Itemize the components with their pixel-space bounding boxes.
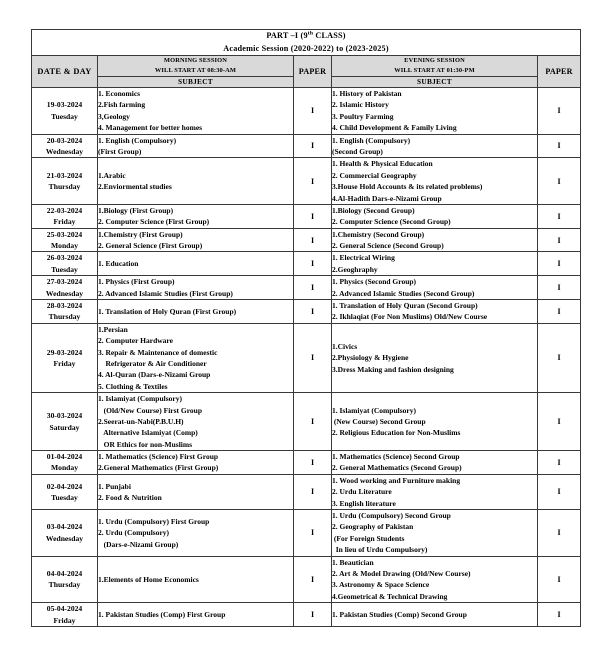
header-row (32, 56, 581, 76)
exam-day: Tuesday (51, 264, 78, 274)
cell-paper-evening: I (538, 300, 581, 324)
table-row (32, 276, 581, 300)
cell-paper-morning: I (294, 556, 332, 603)
subject-line: (Dars-e-Nizami Group) (98, 539, 179, 549)
morning-session-time: WILL START AT 08:30-AM (154, 67, 237, 75)
exam-date: 28-03-2024 (46, 301, 83, 311)
exam-day: Thursday (48, 182, 81, 192)
cell-morning-subjects (98, 556, 294, 603)
table-row (32, 556, 581, 603)
table-row (32, 474, 581, 509)
cell-paper-evening: I (538, 556, 581, 603)
cell-evening-subjects (332, 393, 538, 451)
subject-line: 2. General Science (First Group) (98, 241, 203, 251)
cell-morning-subjects (98, 134, 294, 158)
subject-line: 3. Astronomy & Space Science (332, 580, 430, 590)
subject-line: 1. Pakistan Studies (Comp) Second Group (332, 609, 467, 619)
cell-evening-subjects (332, 323, 538, 392)
subject-line: 2. Geography of Pakistan (332, 522, 414, 532)
subject-line: 2. Urdu Literature (332, 487, 392, 497)
subject-line: 2. Computer Science (First Group) (98, 217, 210, 227)
subject-line: 1. Physics (Second Group) (332, 277, 417, 287)
exam-datesheet-table (31, 29, 581, 627)
exam-date: 02-04-2024 (46, 481, 83, 491)
subject-line: 1. Punjabi (98, 481, 131, 491)
cell-date-day (32, 451, 98, 475)
exam-day: Wednesday (45, 146, 84, 156)
cell-date-day (32, 603, 98, 627)
cell-morning-subjects (98, 451, 294, 475)
subject-line: 1. Physics (First Group) (98, 277, 175, 287)
subject-line: 2. Art & Model Drawing (Old/New Course) (332, 569, 471, 578)
exam-day: Tuesday (51, 111, 78, 121)
table-row (32, 393, 581, 451)
subject-line: 4. Child Development & Family Living (332, 123, 457, 133)
subject-line: 3. English literature (332, 498, 396, 508)
cell-date-day (32, 323, 98, 392)
subject-line: (Second Group) (332, 146, 383, 156)
cell-paper-morning: I (294, 300, 332, 324)
subject-line: 3.House Hold Accounts & its related problems) (332, 182, 483, 192)
cell-paper-evening: I (538, 451, 581, 475)
cell-date-day (32, 204, 98, 228)
cell-paper-morning: I (294, 276, 332, 300)
title-suffix: CLASS) (313, 31, 346, 40)
subject-line: 5. Clothing & Textiles (98, 381, 168, 391)
exam-date: 01-04-2024 (46, 452, 83, 462)
exam-day: Tuesday (51, 492, 78, 502)
subject-line: 1.Chemistry (Second Group) (332, 229, 425, 239)
cell-morning-subjects (98, 603, 294, 627)
evening-session-label: EVENING SESSION (404, 57, 465, 65)
subject-line: 1. Education (98, 259, 139, 269)
cell-date-day (32, 510, 98, 557)
cell-paper-morning: I (294, 323, 332, 392)
cell-evening-subjects (332, 276, 538, 300)
table-row (32, 323, 581, 392)
cell-evening-subjects (332, 134, 538, 158)
cell-date-day (32, 300, 98, 324)
cell-paper-evening: I (538, 510, 581, 557)
title-superscript: th (307, 30, 314, 37)
cell-evening-subjects (332, 474, 538, 509)
cell-paper-evening: I (538, 158, 581, 205)
cell-paper-evening: I (538, 228, 581, 252)
cell-date-day (32, 158, 98, 205)
cell-evening-subjects (332, 556, 538, 603)
cell-date-day (32, 134, 98, 158)
exam-day: Thursday (48, 312, 81, 322)
subject-line: (New Course) Second Group (332, 416, 426, 426)
subject-line: 1.Elements of Home Economics (98, 574, 199, 584)
exam-day: Friday (53, 217, 76, 227)
subject-line: 1. English (Compulsory) (98, 135, 177, 145)
exam-day: Friday (53, 358, 76, 368)
subject-line: Refrigerator & Air Conditioner (98, 358, 207, 368)
cell-morning-subjects (98, 228, 294, 252)
subject-line: 1. Islamiyat (Compulsory) (98, 394, 182, 404)
subject-line: (Old/New Course) First Group (98, 405, 203, 415)
cell-paper-evening: I (538, 393, 581, 451)
cell-paper-evening: I (538, 204, 581, 228)
exam-date: 19-03-2024 (46, 100, 83, 110)
cell-date-day (32, 87, 98, 134)
morning-session-label: MORNING SESSION (163, 57, 228, 65)
subject-line: (First Group) (98, 146, 142, 156)
cell-paper-morning: I (294, 134, 332, 158)
subject-line: 3. Repair & Maintenance of domestic (98, 347, 218, 357)
cell-evening-subjects (332, 300, 538, 324)
header-evening-subject: SUBJECT (332, 76, 538, 87)
document-title-cell (32, 30, 581, 56)
cell-morning-subjects (98, 323, 294, 392)
subject-line: In lieu of Urdu Compulsory) (332, 545, 428, 555)
cell-date-day (32, 474, 98, 509)
cell-paper-evening: I (538, 323, 581, 392)
title-academic-session: Academic Session (2020-2022) to (2023-2025) (223, 43, 389, 53)
subject-line: 1. Urdu (Compulsory) Second Group (332, 511, 451, 521)
subject-line: 2.Geoghraphy (332, 264, 378, 274)
title-part-class (32, 30, 580, 43)
subject-line: 3,Geology (98, 111, 130, 121)
cell-morning-subjects (98, 158, 294, 205)
exam-day: Monday (50, 241, 78, 251)
exam-date: 05-04-2024 (46, 604, 83, 614)
subject-line: 2. Religious Education for Non-Muslims (332, 428, 461, 438)
table-row (32, 252, 581, 276)
cell-evening-subjects (332, 510, 538, 557)
cell-date-day (32, 228, 98, 252)
cell-evening-subjects (332, 603, 538, 627)
subject-line: 4. Al-Quran (Dars-e-Nizami Group (98, 370, 211, 380)
exam-date: 30-03-2024 (46, 411, 83, 421)
exam-day: Wednesday (45, 288, 84, 298)
subject-line: 1. Mathematics (Science) First Group (98, 452, 219, 462)
cell-paper-evening: I (538, 474, 581, 509)
cell-paper-morning: I (294, 87, 332, 134)
cell-paper-morning: I (294, 510, 332, 557)
subject-line: 1. Wood working and Furniture making (332, 475, 461, 485)
subject-line: 1.Chemistry (First Group) (98, 229, 183, 239)
cell-paper-morning: I (294, 451, 332, 475)
subject-line: 1.Biology (First Group) (98, 205, 174, 215)
subject-line: 4.Geometrical & Technical Drawing (332, 591, 448, 601)
header-date-day: DATE & DAY (32, 56, 98, 88)
subject-line: 1. Urdu (Compulsory) First Group (98, 516, 210, 526)
subject-line: 3. Poultry Farming (332, 111, 394, 121)
subject-line: 2.Fish farming (98, 100, 146, 110)
exam-date: 26-03-2024 (46, 253, 83, 263)
exam-date: 27-03-2024 (46, 277, 83, 287)
cell-morning-subjects (98, 510, 294, 557)
subject-line: 2.Physiology & Hygiene (332, 353, 409, 363)
cell-evening-subjects (332, 204, 538, 228)
subject-line: 1. English (Compulsory) (332, 135, 411, 145)
cell-morning-subjects (98, 276, 294, 300)
subject-line: 2. General Mathematics (Second Group) (332, 463, 462, 473)
cell-morning-subjects (98, 393, 294, 451)
exam-day: Monday (50, 463, 78, 473)
subject-line: 2. Computer Science (Second Group) (332, 217, 451, 227)
subject-line: 1.Civics (332, 341, 358, 351)
cell-evening-subjects (332, 451, 538, 475)
cell-evening-subjects (332, 252, 538, 276)
subject-line: Alternative Islamiyat (Comp) (98, 428, 198, 438)
exam-date: 22-03-2024 (46, 205, 83, 215)
table-row (32, 603, 581, 627)
subject-line: 1. Pakistan Studies (Comp) First Group (98, 609, 226, 619)
cell-morning-subjects (98, 87, 294, 134)
subject-line: 2. Food & Nutrition (98, 492, 162, 502)
subject-line: 3.Dress Making and fashion designing (332, 364, 454, 374)
table-row (32, 134, 581, 158)
table-row (32, 228, 581, 252)
cell-paper-morning: I (294, 393, 332, 451)
cell-evening-subjects (332, 87, 538, 134)
subject-line: 1. Translation of Holy Quran (First Group) (98, 306, 237, 316)
cell-date-day (32, 393, 98, 451)
cell-morning-subjects (98, 474, 294, 509)
exam-day: Thursday (48, 580, 81, 590)
cell-paper-evening: I (538, 276, 581, 300)
subject-line: 2. Computer Hardware (98, 336, 173, 346)
subject-line: 2. Advanced Islamic Studies (First Group) (98, 288, 233, 298)
cell-paper-morning: I (294, 603, 332, 627)
subject-line: 2.General Mathematics (First Group) (98, 463, 219, 473)
cell-paper-evening: I (538, 603, 581, 627)
subject-line: 4. Management for better homes (98, 123, 203, 133)
exam-day: Saturday (49, 422, 80, 432)
table-row (32, 300, 581, 324)
subject-line: 1. Electrical Wiring (332, 253, 395, 263)
subject-line: 2. Islamic History (332, 100, 389, 110)
header-evening-session (332, 56, 538, 76)
subject-line: 4.Al-Hadith Dars-e-Nizami Group (332, 193, 442, 203)
cell-morning-subjects (98, 252, 294, 276)
cell-evening-subjects (332, 228, 538, 252)
cell-paper-morning: I (294, 252, 332, 276)
table-row (32, 510, 581, 557)
exam-day: Friday (53, 615, 76, 625)
table-body (32, 30, 581, 627)
header-paper-morning: PAPER (294, 56, 332, 88)
table-row (32, 204, 581, 228)
subject-line: 2. Ikhlaqiat (For Non Muslims) Old/New Course (332, 312, 488, 322)
cell-paper-morning: I (294, 228, 332, 252)
date-sheet-container (31, 29, 580, 627)
cell-paper-evening: I (538, 87, 581, 134)
subject-line: OR Ethics for non-Muslims (98, 439, 193, 449)
cell-paper-morning: I (294, 204, 332, 228)
subject-line: 1. Beautician (332, 557, 374, 567)
subject-line: 1. History of Pakistan (332, 88, 402, 98)
exam-date: 04-04-2024 (46, 569, 83, 578)
header-morning-subject: SUBJECT (98, 76, 294, 87)
cell-evening-subjects (332, 158, 538, 205)
subject-line: 2.Seerat-un-Nabi(P.B.U.H) (98, 416, 184, 426)
exam-date: 21-03-2024 (46, 170, 83, 180)
exam-date: 20-03-2024 (46, 135, 83, 145)
cell-paper-evening: I (538, 134, 581, 158)
subject-line: 2. Urdu (Compulsory) (98, 528, 170, 538)
cell-date-day (32, 252, 98, 276)
subject-line: 1. Translation of Holy Quran (Second Group) (332, 301, 478, 311)
subject-line: 1.Arabic (98, 170, 126, 180)
subject-line: 1.Biology (Second Group) (332, 205, 415, 215)
subject-line: 1. Economics (98, 88, 141, 98)
table-row (32, 158, 581, 205)
cell-morning-subjects (98, 204, 294, 228)
title-row (32, 30, 581, 56)
evening-session-time: WILL START AT 01:30-PM (394, 67, 475, 75)
subject-line: 1. Islamiyat (Compulsory) (332, 405, 416, 415)
cell-paper-morning: I (294, 474, 332, 509)
header-morning-session (98, 56, 294, 76)
exam-date: 03-04-2024 (46, 522, 83, 532)
subject-line: (For Foreign Students (332, 533, 405, 543)
cell-date-day (32, 556, 98, 603)
subject-line: 1. Health & Physical Education (332, 159, 433, 169)
table-row (32, 87, 581, 134)
subject-line: 2.Enviormental studies (98, 182, 172, 192)
cell-morning-subjects (98, 300, 294, 324)
subject-line: 2. Advanced Islamic Studies (Second Group) (332, 288, 475, 298)
subject-line: 1.Persian (98, 324, 128, 334)
subject-line: 2. General Science (Second Group) (332, 241, 444, 251)
title-prefix: PART –I (9 (266, 31, 308, 40)
exam-day: Wednesday (45, 533, 84, 543)
cell-date-day (32, 276, 98, 300)
cell-paper-morning: I (294, 158, 332, 205)
subject-line: 2. Commercial Geography (332, 170, 417, 180)
exam-date: 29-03-2024 (46, 347, 83, 357)
subject-line: 1. Mathematics (Science) Second Group (332, 452, 460, 462)
table-row (32, 451, 581, 475)
header-paper-evening: PAPER (538, 56, 581, 88)
exam-date: 25-03-2024 (46, 229, 83, 239)
cell-paper-evening: I (538, 252, 581, 276)
